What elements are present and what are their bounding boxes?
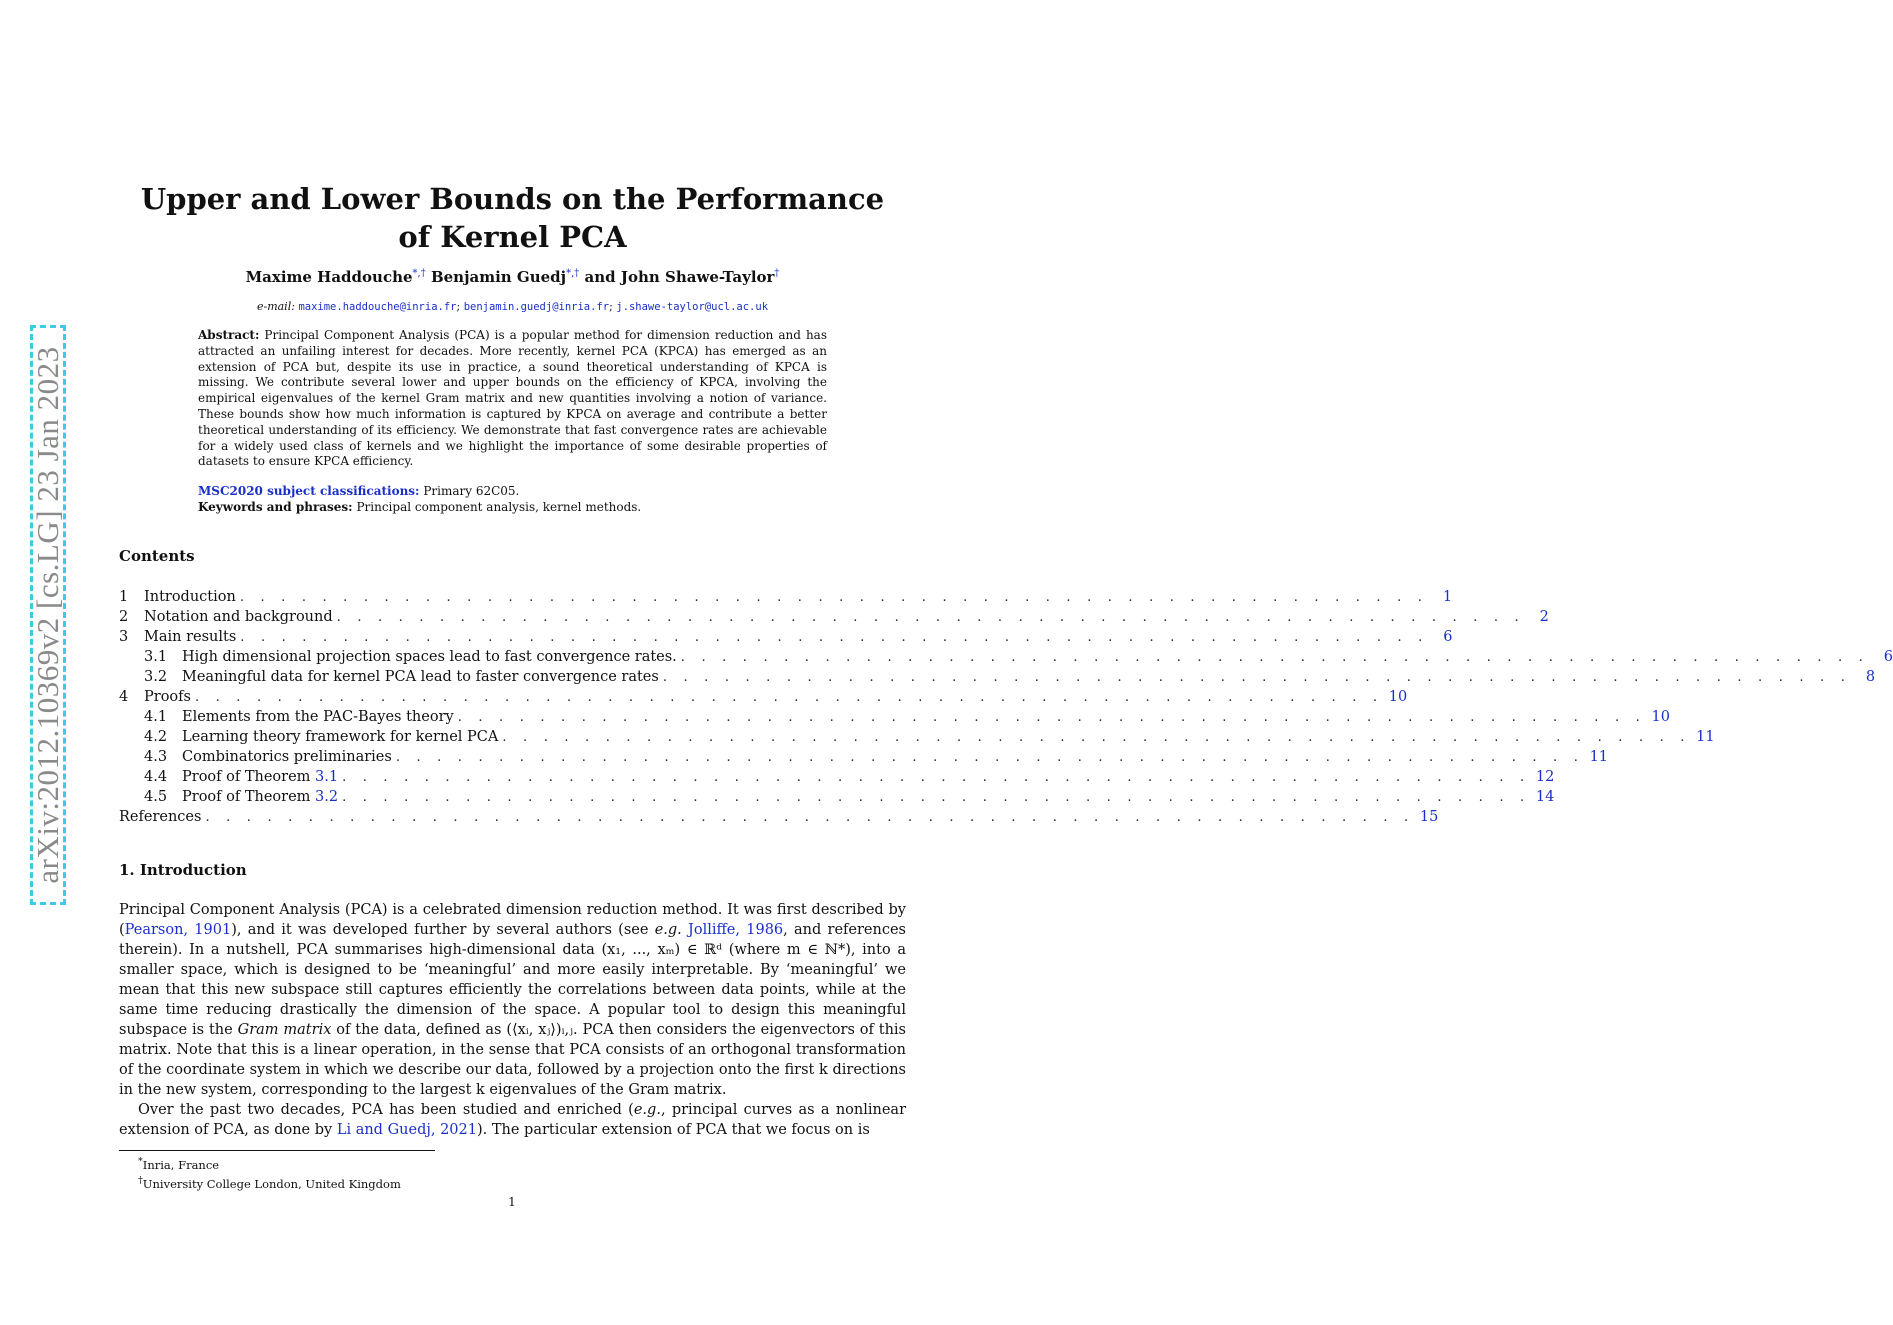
- toc-entry-title: References: [119, 807, 205, 827]
- toc-page-link[interactable]: 14: [1535, 789, 1555, 805]
- author-affiliation-mark[interactable]: †: [774, 268, 780, 279]
- email-link[interactable]: maxime.haddouche@inria.fr: [298, 301, 457, 313]
- intro-paragraph: Principal Component Analysis (PCA) is a celebrated dimension reduction method. It was first described by (Pearson, 1901), and it was developed further by several authors (see e.g. Jolliffe, 1986, and references therein). In a nutshell, PCA summarises high-dimensional data (x₁, ..., xₘ) ∈ ℝᵈ (where m ∈ ℕ*), into a smaller space, which is designed to be ‘meaningful’ and more easily interpretable. By ‘meaningful’ we mean that this new subspace still captures efficiently the correlations between data points, while at the same time reducing drastically the dimension of the space. A popular tool to design this meaningful subspace is the Gram matrix of the data, defined as (⟨xᵢ, xⱼ⟩)ᵢ,ⱼ. PCA then considers the eigenvectors of this matrix. Note that this is a linear operation, in the sense that PCA consists of an orthogonal transformation of the coordinate system in which we describe our data, followed by a projection onto the first k directions in the new system, corresponding to the largest k eigenvalues of the Gram matrix.: [119, 902, 906, 1098]
- toc-page-link[interactable]: 10: [1388, 689, 1408, 705]
- theorem-ref-link[interactable]: 3.2: [315, 789, 339, 805]
- keywords-label: Keywords and phrases:: [198, 500, 353, 514]
- footnotes: [138, 1154, 401, 1192]
- toc-entry-title: Learning theory framework for kernel PCA: [182, 727, 502, 747]
- toc-entry-title: Elements from the PAC-Bayes theory: [182, 707, 458, 727]
- email-link[interactable]: j.shawe-taylor@ucl.ac.uk: [616, 301, 769, 313]
- theorem-ref-link[interactable]: 3.1: [315, 769, 339, 785]
- toc-entry-title: Proofs: [144, 687, 195, 707]
- toc-page-link[interactable]: 2: [1539, 609, 1549, 625]
- toc-page-link[interactable]: 11: [1589, 749, 1609, 765]
- author-name: John Shawe-Taylor: [620, 268, 775, 286]
- table-of-contents: [119, 587, 1893, 827]
- keywords: [198, 500, 641, 514]
- toc-page-link[interactable]: 11: [1696, 729, 1715, 745]
- toc-entry[interactable]: 4 Proofs . . . . . . . . . . . . . . . . . . . . . . . . . . . . . . . . . . . . . . . . . . . . . . . . . . . . . . . . . . 10: [119, 689, 1408, 705]
- toc-entry-title: Main results: [144, 627, 240, 647]
- toc-page-link[interactable]: 15: [1419, 809, 1439, 825]
- toc-entry[interactable]: 4.4 Proof of Theorem 3.1 . . . . . . . . . . . . . . . . . . . . . . . . . . . . . . . . . . . . . . . . . . . . . . . . . . . . . . . . . . 12: [144, 769, 1555, 785]
- toc-entry[interactable]: 3 Main results . . . . . . . . . . . . . . . . . . . . . . . . . . . . . . . . . . . . . . . . . . . . . . . . . . . . . . . . . . 6: [119, 629, 1453, 645]
- toc-entry[interactable]: 3.1 High dimensional projection spaces lead to fast convergence rates. . . . . . . . . . . . . . . . . . . . . . . . . . . . . . . . . . . . . . . . . . . . . . . . . . . . . . . . . . . 6: [144, 649, 1893, 665]
- citation-link[interactable]: Li and Guedj, 2021: [336, 1122, 477, 1138]
- abstract-label: Abstract:: [198, 328, 260, 342]
- author-affiliation-mark[interactable]: *,†: [566, 268, 580, 279]
- toc-page-link[interactable]: 12: [1535, 769, 1555, 785]
- toc-page-link[interactable]: 10: [1651, 709, 1670, 725]
- footnote: †University College London, United Kingdom: [138, 1174, 401, 1191]
- toc-page-link[interactable]: 6: [1883, 649, 1893, 665]
- citation-link[interactable]: Jolliffe, 1986: [688, 922, 784, 938]
- footnote: *Inria, France: [138, 1156, 220, 1172]
- toc-entry[interactable]: 4.5 Proof of Theorem 3.2 . . . . . . . . . . . . . . . . . . . . . . . . . . . . . . . . . . . . . . . . . . . . . . . . . . . . . . . . . . 14: [144, 789, 1555, 805]
- email-line: e-mail: maxime.haddouche@inria.fr; benjamin.guedj@inria.fr; j.shawe-taylor@ucl.ac.uk: [256, 300, 769, 313]
- msc-classification: [198, 484, 519, 498]
- arxiv-stamp-text: arXiv:2012.10369v2 [cs.LG] 23 Jan 2023: [30, 346, 65, 884]
- abstract-text: Principal Component Analysis (PCA) is a popular method for dimension reduction and has attracted an unfailing interest for decades. More recently, kernel PCA (KPCA) has emerged as an extension of PCA but, despite its use in practice, a sound theoretical understanding of KPCA is missing. We contribute several lower and upper bounds on the efficiency of KPCA, involving the empirical eigenvalues of the kernel Gram matrix and new quantities involving a notion of variance. These bounds show how much information is captured by KPCA on average and contribute a better theoretical understanding of its efficiency. We demonstrate that fast convergence rates are achievable for a widely used class of kernels and we highlight the importance of some desirable properties of datasets to ensure KPCA efficiency.: [198, 328, 827, 469]
- toc-entry[interactable]: References . . . . . . . . . . . . . . . . . . . . . . . . . . . . . . . . . . . . . . . . . . . . . . . . . . . . . . . . . . . 15: [119, 809, 1439, 825]
- msc-label-link[interactable]: MSC2020 subject classifications:: [198, 484, 420, 498]
- email-label: e-mail:: [256, 300, 295, 313]
- toc-page-link[interactable]: 6: [1443, 629, 1453, 645]
- arxiv-stamp: [30, 325, 66, 905]
- toc-entry-title: Combinatorics preliminaries: [182, 747, 396, 767]
- toc-entry-title: Introduction: [144, 587, 240, 607]
- toc-entry[interactable]: 3.2 Meaningful data for kernel PCA lead to faster convergence rates . . . . . . . . . . . . . . . . . . . . . . . . . . . . . . . . . . . . . . . . . . . . . . . . . . . . . . . . . . 8: [144, 669, 1876, 685]
- toc-page-link[interactable]: 1: [1442, 589, 1453, 605]
- citation-link[interactable]: Pearson, 1901: [124, 922, 232, 938]
- toc-page-link[interactable]: 8: [1865, 669, 1876, 685]
- msc-value: Primary 62C05.: [423, 484, 520, 498]
- footnote-divider: [119, 1150, 435, 1151]
- toc-entry-title: Notation and background: [144, 607, 337, 627]
- keywords-value: Principal component analysis, kernel methods.: [356, 500, 642, 514]
- paper-title: Upper and Lower Bounds on the Performance of Kernel PCA: [140, 182, 885, 254]
- section-heading: 1. Introduction: [119, 861, 247, 879]
- toc-entry[interactable]: 4.1 Elements from the PAC-Bayes theory . . . . . . . . . . . . . . . . . . . . . . . . . . . . . . . . . . . . . . . . . . . . . . . . . . . . . . . . . . 10: [144, 709, 1670, 725]
- toc-entry[interactable]: 4.2 Learning theory framework for kernel PCA . . . . . . . . . . . . . . . . . . . . . . . . . . . . . . . . . . . . . . . . . . . . . . . . . . . . . . . . . . 11: [144, 729, 1715, 745]
- toc-entry-title: Proof of Theorem 3.2: [182, 787, 342, 807]
- email-link[interactable]: benjamin.guedj@inria.fr: [463, 301, 610, 313]
- toc-entry[interactable]: 4.3 Combinatorics preliminaries . . . . . . . . . . . . . . . . . . . . . . . . . . . . . . . . . . . . . . . . . . . . . . . . . . . . . . . . . . 11: [144, 749, 1609, 765]
- author-name: Maxime Haddouche: [245, 268, 413, 286]
- toc-entry[interactable]: 1 Introduction . . . . . . . . . . . . . . . . . . . . . . . . . . . . . . . . . . . . . . . . . . . . . . . . . . . . . . . . . . 1: [119, 589, 1453, 605]
- intro-paragraph: Over the past two decades, PCA has been studied and enriched (e.g., principal curves as a nonlinear extension of PCA, as done by Li and Guedj, 2021). The particular extension of PCA that we focus on is: [119, 1102, 906, 1138]
- author-name: Benjamin Guedj: [430, 268, 567, 286]
- toc-entry-title: Meaningful data for kernel PCA lead to faster convergence rates: [182, 667, 663, 687]
- abstract: [198, 328, 827, 470]
- author-affiliation-mark[interactable]: *,†: [412, 268, 426, 279]
- toc-entry-title: High dimensional projection spaces lead to fast convergence rates.: [182, 647, 681, 667]
- toc-entry-title: Proof of Theorem 3.1: [182, 767, 342, 787]
- author-list: Maxime Haddouche*,† Benjamin Guedj*,† and John Shawe-Taylor†: [245, 268, 780, 286]
- toc-entry[interactable]: 2 Notation and background . . . . . . . . . . . . . . . . . . . . . . . . . . . . . . . . . . . . . . . . . . . . . . . . . . . . . . . . . . 2: [119, 609, 1549, 625]
- page-number: 1: [508, 1195, 516, 1209]
- contents-heading: Contents: [119, 547, 195, 565]
